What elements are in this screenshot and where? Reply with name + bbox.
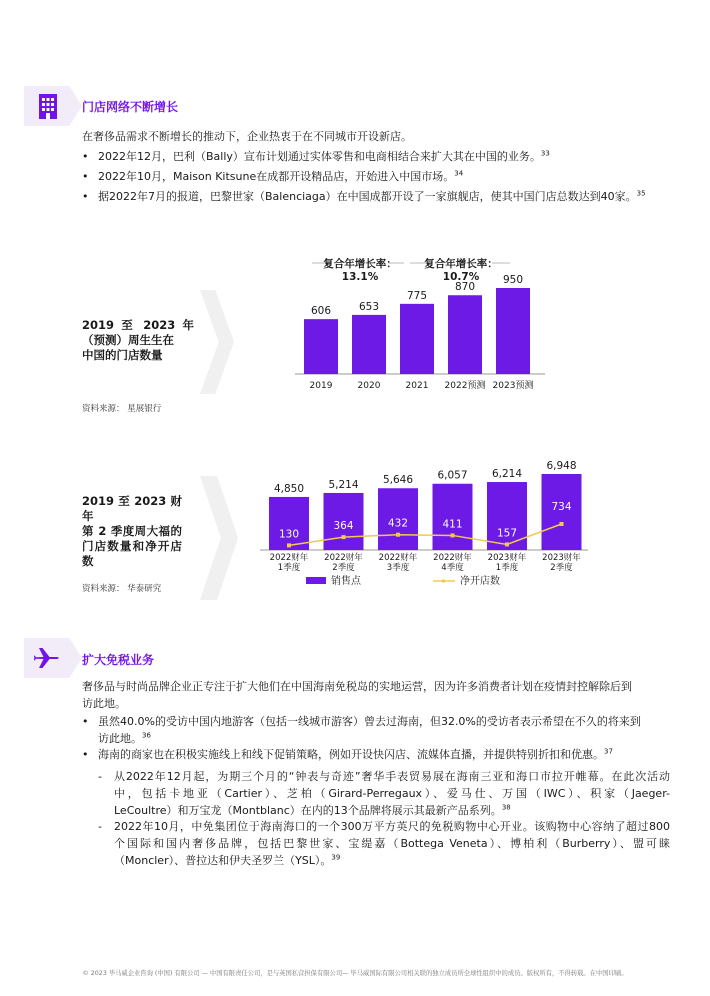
chart2-label: 2019 至 2023 财 年 第 2 季度周大福的 门店数量和净开店 数 (82, 494, 182, 568)
chart2-category-label-line2: 4季度 (441, 563, 464, 573)
cagr1-value: 13.1% (341, 271, 379, 283)
chart2-bar-value-label: 6,057 (437, 469, 468, 482)
chart2-line-point (560, 522, 564, 526)
bullet-item: • 2022年12月，巴利（Bally）宣布计划通过实体零售和电商相结合来扩大其在中国的业务。$^{33}$ (82, 149, 550, 163)
chart2-line-value-label: 411 (442, 518, 463, 531)
chart1-value-label: 870 (454, 281, 476, 294)
chart1-bar (496, 288, 530, 374)
bullet-item: • 据2022年7月的报道，巴黎世家（Balenciaga）在中国成都开设了一家旗舰店，使其中国门店总数达到40家。$^{35}$ (82, 189, 646, 203)
chart1-value-label: 653 (358, 300, 380, 313)
chart1-category-label: 2021 (405, 381, 429, 391)
chart2-category-label-line1: 2022财年 (433, 553, 472, 563)
bullet-item: • 虽然40.0%的受访中国内地游客（包括一线城市游客）曾去过海南，但32.0%的受访者表示希望在不久的将来到 访此地。$^{36}$ (82, 715, 641, 745)
chart2-line-value-label: 734 (551, 501, 572, 513)
chart1-chevron-decoration (200, 290, 234, 394)
chart1-bar-chart (290, 250, 560, 398)
chart1-value-label: 950 (502, 274, 524, 286)
chart2-category-label-line2: 1季度 (277, 563, 301, 573)
airplane-icon (34, 645, 60, 671)
chart2-line-value-label: 130 (278, 528, 300, 541)
chart2-bar-value-label: 5,646 (382, 474, 414, 487)
building-icon (36, 92, 60, 120)
section-title-duty-free: 扩大免税业务 (82, 653, 155, 667)
chart2-line-value-label: 364 (333, 520, 354, 533)
legend-bar-label: 销售点 (331, 576, 361, 587)
chart2-category-label-line2: 2季度 (550, 563, 573, 573)
chart1-value-label: 606 (310, 305, 332, 318)
chart2-bar (433, 484, 473, 550)
chart1-value-label: 775 (406, 289, 428, 302)
chart2-line-value-label: 157 (496, 527, 518, 540)
chart2-line-point (396, 533, 400, 537)
legend-line-marker (442, 580, 445, 583)
chart1-category-label: 2023预测 (492, 381, 534, 391)
chart1-bar (352, 315, 386, 374)
chart2-category-label-line1: 2022财年 (324, 553, 363, 563)
sub-bullet-item: - 从2022年12月起，为期三个月的“钟表与奇迹”奢华手表贸易展在海南三亚和海口市拉开帷幕。在此次活动 中，包括卡地亚（Cartier）、芝柏（Girard-Perregaux）、爱马仕、万国（IWC）、积家（Jaeger- LeCoultre）和万宝龙（Montblanc）在内的13个品牌将展示其最新产品系列。$^{38}$ (98, 770, 670, 817)
chart2-line-value-label: 432 (387, 517, 409, 530)
chart2-line-point (287, 543, 291, 547)
chart1-category-label: 2022预测 (444, 381, 486, 391)
cagr2-value: 10.7% (442, 271, 480, 283)
chart2-line-point (505, 542, 509, 546)
chart2-category-label-line1: 2023财年 (542, 553, 581, 563)
chart2-category-label-line1: 2022财年 (378, 553, 418, 563)
legend-line-label: 净开店数 (460, 576, 500, 587)
sub-bullet-item: - 2022年10月，中免集团位于海南海口的一个300万平方英尺的免税购物中心开业。该购物中心容纳了超过800 个国际和国内奢侈品牌，包括巴黎世家、宝缇嘉（Bottega Veneta）、博柏利（Burberry）、盟可睐 （Moncler）、普拉达和伊夫圣罗兰（YSL）。$^{39}$ (98, 820, 670, 867)
section2-intro: 奢侈品与时尚品牌企业正专注于扩大他们在中国海南免税岛的实地运营，因为许多消费者计划在疫情封控解除后到 访此地。 (82, 680, 632, 710)
chart2-category-label-line2: 2季度 (332, 563, 355, 573)
chart2-category-label-line2: 1季度 (495, 563, 519, 573)
section1-intro: 在奢侈品需求不断增长的推动下，企业热衷于在不同城市开设新店。 (82, 130, 412, 143)
bullet-item: • 海南的商家也在积极实施线上和线下促销策略，例如开设快闪店、流媒体直播，并提供特别折扣和优惠。$^{37}$ (82, 747, 613, 761)
chart2-line-point (451, 533, 455, 537)
chart2-bar (269, 497, 309, 550)
chart2-bar-value-label: 4,850 (273, 482, 305, 495)
chart2-combo-chart (258, 452, 590, 590)
chart2-bar-value-label: 6,214 (491, 468, 523, 481)
chart1-category-label: 2020 (357, 381, 381, 391)
cagr-bracket-2 (410, 257, 510, 283)
cagr2-label: 复合年增长率： (424, 258, 498, 270)
chart2-bar-value-label: 6,948 (546, 460, 577, 472)
chart2-line-point (342, 535, 346, 539)
chart1-bar (448, 295, 482, 374)
chart2-chevron-decoration (200, 476, 238, 600)
section-title-store-network: 门店网络不断增长 (82, 100, 179, 114)
page-footer: © 2023 毕马威企业咨询 (中国) 有限公司 — 中国有限责任公司，是与英国私营担保有限公司— 毕马威国际有限公司相关联的独立成员所全球性组织中的成员。版权所有，不得转载。在中国印刷。 (82, 970, 628, 977)
chart1-label: 2019 至 2023 年 （预测）周生生在 中国的门店数量 (82, 318, 194, 362)
chart1-category-label: 2019 (309, 381, 333, 391)
legend-bar-swatch (306, 577, 326, 584)
cagr-bracket-1 (312, 257, 404, 283)
chart2-category-label-line2: 3季度 (386, 563, 410, 573)
chart2-legend (306, 574, 500, 587)
chart2-category-label-line1: 2023财年 (487, 553, 527, 563)
cagr1-label: 复合年增长率： (323, 258, 397, 270)
chart1-bar (304, 319, 338, 374)
bullet-item: • 2022年10月，Maison Kitsune在成都开设精品店，开始进入中国市场。$^{34}$ (82, 169, 464, 183)
chart2-category-label-line1: 2022财年 (269, 553, 309, 563)
chart2-bar-value-label: 5,214 (328, 478, 359, 491)
chart1-bar (400, 304, 434, 374)
chart2-source: 资料来源： 华泰研究 (82, 584, 162, 594)
chart1-source: 资料来源： 星展银行 (82, 404, 162, 414)
